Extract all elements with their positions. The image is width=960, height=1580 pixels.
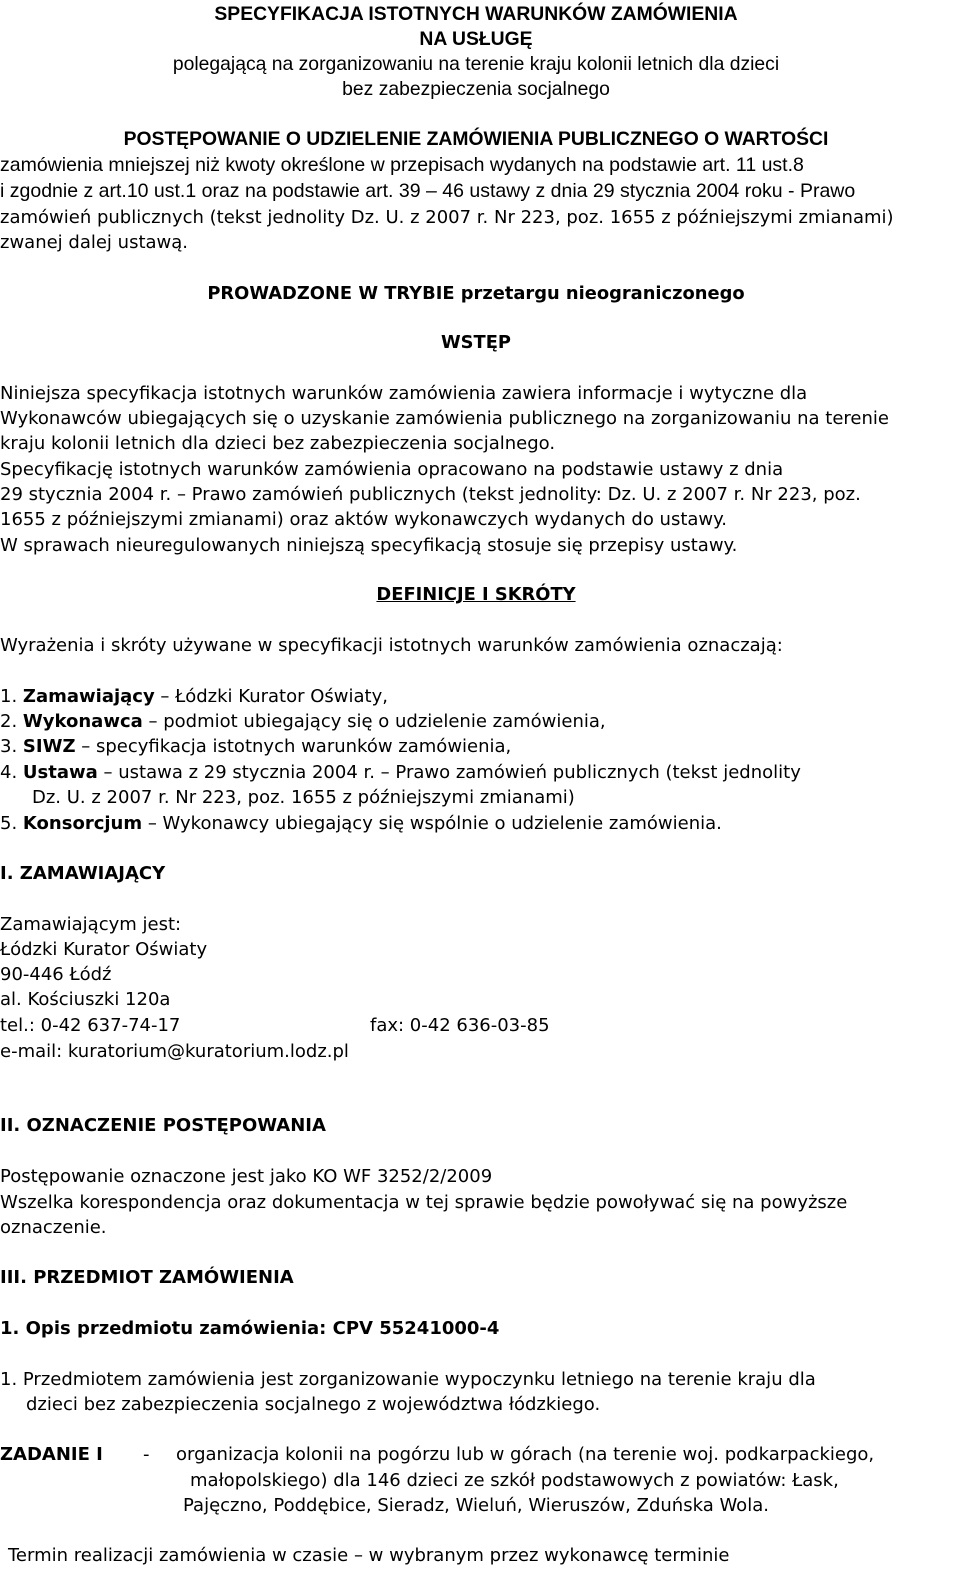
- section-heading: I. ZAMAWIAJĄCY: [0, 863, 166, 884]
- definitions-heading: DEFINICJE I SKRÓTY: [376, 584, 576, 605]
- definition-number: 4.: [0, 762, 18, 783]
- definition-desc: – specyfikacja istotnych warunków zamówienia,: [75, 736, 512, 757]
- task-description-line: organizacja kolonii na pogórzu lub w górach (na terenie woj. podkarpackiego,: [176, 1444, 875, 1465]
- intro-heading: WSTĘP: [440, 332, 512, 353]
- definition-item: [0, 760, 801, 785]
- intro-paragraph-line: 29 stycznia 2004 r. – Prawo zamówień publicznych (tekst jednolity: Dz. U. z 2007 r. Nr 223, poz.: [0, 484, 861, 505]
- procedure-line: i zgodnie z art.10 ust.1 oraz na podstawie art. 39 – 46 ustawy z dnia 29 stycznia 2004 roku - Prawo: [0, 180, 856, 202]
- definition-term: Zamawiający: [22, 686, 155, 707]
- procedure-line: zwanej dalej ustawą.: [0, 232, 189, 253]
- definition-desc: – Łódzki Kurator Oświaty,: [154, 686, 388, 707]
- contracting-authority-lead: Zamawiającym jest:: [0, 914, 182, 935]
- definitions-lead: Wyrażenia i skróty używane w specyfikacji istotnych warunków zamówienia oznaczają:: [0, 635, 783, 656]
- definition-item: [0, 684, 388, 709]
- procedure-line: zamówienia mniejszej niż kwoty określone w przepisach wydanych na podstawie art. 11 ust.8: [0, 154, 804, 176]
- definition-number: 5.: [0, 813, 18, 834]
- definition-term: Wykonawca: [22, 711, 143, 732]
- procedure-reference-note: oznaczenie.: [0, 1217, 107, 1238]
- contracting-authority-fax: fax: 0-42 636-03-85: [370, 1015, 550, 1036]
- definition-item: [0, 811, 722, 836]
- definition-number: 2.: [0, 711, 18, 732]
- definition-number: 1.: [0, 686, 18, 707]
- section-heading: III. PRZEDMIOT ZAMÓWIENIA: [0, 1267, 294, 1288]
- contracting-authority-street: al. Kościuszki 120a: [0, 989, 171, 1010]
- intro-paragraph-line: Specyfikację istotnych warunków zamówienia opracowano na podstawie ustawy z dnia: [0, 459, 784, 480]
- definition-term: Ustawa: [22, 762, 98, 783]
- contracting-authority-phone: tel.: 0-42 637-74-17: [0, 1015, 181, 1036]
- subject-paragraph-line: dzieci bez zabezpieczenia socjalnego z województwa łódzkiego.: [26, 1394, 601, 1415]
- subsection-heading: 1. Opis przedmiotu zamówienia: CPV 55241000-4: [0, 1318, 500, 1339]
- contracting-authority-name: Łódzki Kurator Oświaty: [0, 939, 208, 960]
- task-description-line: Pajęczno, Poddębice, Sieradz, Wieluń, Wieruszów, Zduńska Wola.: [183, 1495, 769, 1516]
- definition-desc: – Wykonawcy ubiegający się wspólnie o udzielenie zamówienia.: [142, 813, 722, 834]
- completion-term: Termin realizacji zamówienia w czasie – w wybranym przez wykonawcę terminie: [8, 1545, 730, 1566]
- procedure-reference: Postępowanie oznaczone jest jako KO WF 3252/2/2009: [0, 1166, 493, 1187]
- document-subtitle-line2: bez zabezpieczenia socjalnego: [342, 78, 610, 100]
- task-dash: -: [143, 1444, 150, 1465]
- subject-paragraph-line: 1. Przedmiotem zamówienia jest zorganizowanie wypoczynku letniego na terenie kraju dla: [0, 1369, 816, 1390]
- document-subtitle: polegającą na zorganizowaniu na terenie kraju kolonii letnich dla dzieci: [172, 53, 780, 75]
- document-title: SPECYFIKACJA ISTOTNYCH WARUNKÓW ZAMÓWIENIA: [214, 3, 738, 25]
- procedure-mode: PROWADZONE W TRYBIE przetargu nieograniczonego: [207, 283, 745, 304]
- intro-paragraph-line: W sprawach nieuregulowanych niniejszą specyfikacją stosuje się przepisy ustawy.: [0, 535, 738, 556]
- task-label: ZADANIE I: [0, 1444, 103, 1465]
- procedure-line: zamówień publicznych (tekst jednolity Dz. U. z 2007 r. Nr 223, poz. 1655 z późniejszymi zmianami): [0, 207, 894, 228]
- intro-paragraph-line: Wykonawców ubiegających się o uzyskanie zamówienia publicznego na zorganizowaniu na terenie: [0, 408, 889, 429]
- procedure-reference-note: Wszelka korespondencja oraz dokumentacja w tej sprawie będzie powoływać się na powyższe: [0, 1192, 848, 1213]
- intro-paragraph-line: Niniejsza specyfikacja istotnych warunków zamówienia zawiera informacje i wytyczne dla: [0, 383, 808, 404]
- contracting-authority-email: e-mail: kuratorium@kuratorium.lodz.pl: [0, 1041, 349, 1062]
- definition-item-continuation: Dz. U. z 2007 r. Nr 223, poz. 1655 z późniejszymi zmianami): [32, 787, 575, 808]
- document-title-line2: NA USŁUGĘ: [419, 28, 533, 50]
- definition-desc: – ustawa z 29 stycznia 2004 r. – Prawo zamówień publicznych (tekst jednolity: [97, 762, 801, 783]
- contracting-authority-city: 90-446 Łódź: [0, 964, 112, 985]
- intro-paragraph-line: kraju kolonii letnich dla dzieci bez zabezpieczenia socjalnego.: [0, 433, 556, 454]
- definition-term: Konsorcjum: [22, 813, 143, 834]
- definition-term: SIWZ: [22, 736, 76, 757]
- task-description-line: małopolskiego) dla 146 dzieci ze szkół podstawowych z powiatów: Łask,: [190, 1470, 839, 1491]
- procedure-heading: POSTĘPOWANIE O UDZIELENIE ZAMÓWIENIA PUBLICZNEGO O WARTOŚCI: [123, 128, 829, 150]
- definition-number: 3.: [0, 736, 18, 757]
- definition-desc: – podmiot ubiegający się o udzielenie zamówienia,: [142, 711, 606, 732]
- intro-paragraph-line: 1655 z późniejszymi zmianami) oraz aktów wykonawczych wydanych do ustawy.: [0, 509, 727, 530]
- section-heading: II. OZNACZENIE POSTĘPOWANIA: [0, 1115, 326, 1136]
- definition-item: [0, 734, 511, 759]
- definition-item: [0, 709, 606, 734]
